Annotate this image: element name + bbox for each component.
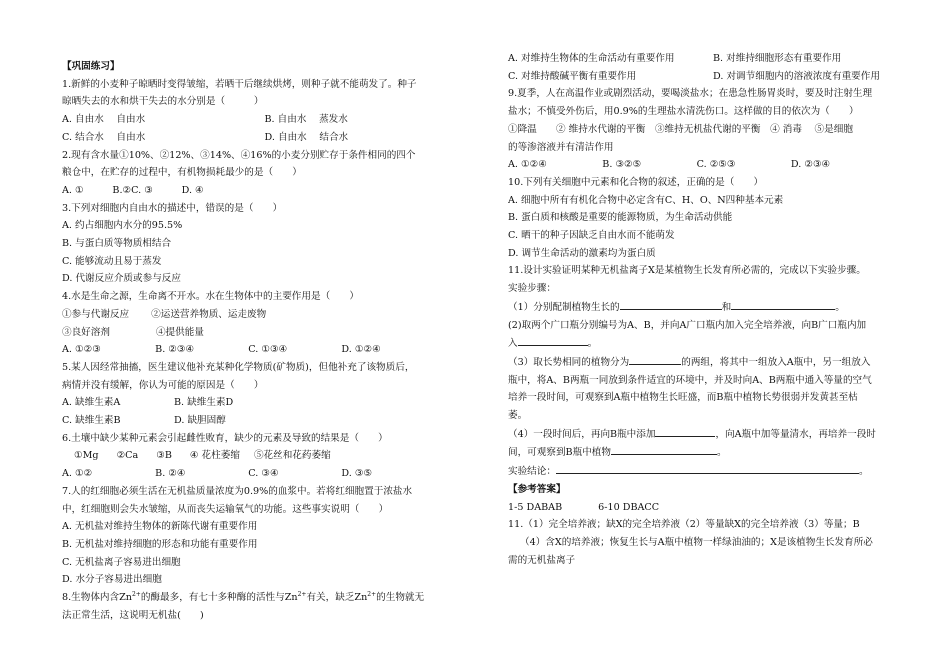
option-b: B. ②④ — [155, 468, 186, 480]
question-9-line-4: 的等渗溶液并有清洁作用 — [508, 141, 614, 153]
conclusion-label: 实验结论： — [508, 466, 556, 478]
step-4-line-1 — [508, 425, 918, 444]
answers-1-5: 1-5 DABAB — [508, 501, 563, 513]
question-8-line-2: 法正常生活，这说明无机盐( ) — [62, 609, 204, 621]
question-5-line-2: 病情并没有缓解，你认为可能的原因是（ ） — [62, 379, 264, 391]
section-title: 【巩固练习】 — [62, 61, 120, 72]
answer-title: 【参考答案】 — [508, 483, 566, 495]
step-2-line-2 — [508, 334, 918, 353]
step-3-line-1 — [508, 353, 918, 372]
step-4-text-2: ，向A瓶中加等量清水，再培养一段时 — [715, 428, 876, 440]
option-d: D. 自由水 结合水 — [264, 131, 349, 143]
left-column — [62, 58, 467, 625]
option-a: A. 无机盐对维持生物体的新陈代谢有重要作用 — [62, 521, 258, 533]
question-9-line-1: 9.夏季，人在高温作业或剧烈活动，要喝淡盐水；在患急性肠胃炎时，要及时注射生理 — [508, 88, 873, 100]
question-8-options-cd — [508, 68, 918, 86]
step-4-text: （4）一段时间后，再向B瓶中添加 — [508, 428, 656, 440]
step-1-end: 。 — [835, 301, 845, 313]
step-4-line-2 — [508, 443, 918, 462]
statement-1: ①Mg — [74, 450, 99, 462]
option-a: A. 自由水 自由水 — [62, 114, 146, 126]
question-4-line-1: 4.水是生命之源，生命离不开水。水在生物体中的主要作用是（ ） — [62, 291, 359, 303]
q8-text-3: 有关，缺乏Zn — [306, 592, 368, 604]
q8-text-1: 8.生物体内含Zn — [62, 592, 132, 604]
question-6-line-1: 6.土壤中缺少某种元素会引起雌性败育，缺少的元素及导致的结果是（ ） — [62, 432, 388, 444]
answers-6-10: 6-10 DBACC — [598, 501, 660, 513]
question-9-line-3: ①降温 ② 维持水代谢的平衡 ③维持无机盐代谢的平衡 ④ 消毒 ⑤是细胞 — [508, 123, 853, 135]
answer-blank[interactable] — [655, 425, 715, 437]
step-3-line-2: 瓶中，将A、B两瓶一同放到条件适宜的环境中，并及时向A、B两瓶中通入等量的空气 — [508, 374, 872, 386]
option-b: B. 蛋白质和核酸是重要的能源物质，为生命活动供能 — [508, 212, 733, 224]
option-c: C. 能够流动且易于蒸发 — [62, 255, 162, 267]
question-11-line-1: 11.设计实验证明某种无机盐离子X是某植物生长发育所必需的，完成以下实验步骤。 — [508, 265, 866, 277]
option-d: D. 水分子容易进出细胞 — [62, 574, 162, 586]
question-2-line-1: 2.现有含水量①10%、②12%、③14%、④16%的小麦分别贮存于条件相同的四个 — [62, 149, 416, 161]
step-2-end: 。 — [587, 338, 598, 350]
question-8-line-1 — [62, 589, 467, 607]
statement-3: ③B — [156, 450, 172, 462]
conclusion-blank[interactable] — [556, 462, 859, 474]
statement-3: ③良好溶剂 — [62, 326, 110, 338]
question-6-options — [62, 465, 467, 483]
conclusion-line — [508, 462, 918, 481]
question-4-statements-1 — [62, 306, 467, 324]
answer-line-1 — [508, 499, 918, 517]
answer-blank[interactable] — [518, 334, 588, 346]
question-1-line-2: 晾晒失去的水和烘干失去的水分别是（ ） — [62, 96, 264, 108]
step-1 — [508, 298, 918, 317]
option-b: B. 无机盐对维持细胞的形态和功能有重要作用 — [62, 538, 258, 550]
q8-superscript: 2+ — [131, 590, 141, 598]
question-7-line-2: 中，红细胞则会失水皱缩，从而丧失运输氧气的功能。这些事实说明（ ） — [62, 503, 389, 515]
statement-4: ④提供能量 — [155, 326, 204, 338]
answer-blank[interactable] — [611, 443, 717, 455]
option-b: B. 与蛋白质等物质相结合 — [62, 238, 172, 250]
question-3-line-1: 3.下列对细胞内自由水的描述中，错误的是（ ） — [62, 202, 283, 214]
option-a: A. 对维持生物体的生命活动有重要作用 — [508, 53, 675, 64]
option-c: C. 缺维生素B — [62, 415, 121, 427]
option-b: B. ③②⑤ — [602, 159, 642, 171]
answer-line-3: （4）含X的培养液；恢复生长与A瓶中植物一样绿油油的；X是该植物生长发育所必 — [520, 536, 873, 548]
option-b: B. 缺维生素D — [174, 397, 234, 409]
option-c: C. 无机盐离子容易进出细胞 — [62, 556, 181, 568]
question-7-line-1: 7.人的红细胞必须生活在无机盐质量浓度为0.9%的血浆中。若将红细胞置于浓盐水 — [62, 485, 413, 497]
question-4-options — [62, 341, 467, 359]
step-4-end: 。 — [717, 447, 727, 459]
option-d: D. 代谢反应介质或参与反应 — [62, 273, 181, 285]
option-a: A. ①②④ — [508, 159, 547, 171]
right-column — [508, 50, 918, 569]
option-c: C. ③④ — [248, 468, 279, 480]
statement-4: ④ 花柱萎缩 — [189, 450, 240, 462]
question-9-line-2: 盐水；不慎受外伤后，用0.9%的生理盐水清洗伤口。这样做的目的依次为（ ） — [508, 106, 859, 118]
answer-line-4: 需的无机盐离子 — [508, 554, 576, 566]
option-b: B. 自由水 蒸发水 — [264, 114, 348, 126]
q8-text-4: 的生物就无 — [376, 592, 425, 604]
option-c: C. ②⑤③ — [696, 159, 736, 171]
option-d: D. ③⑤ — [341, 468, 373, 480]
option-d: D. 缺胆固醇 — [174, 415, 226, 427]
question-2-options: A. ① B.②C. ③ D. ④ — [62, 184, 204, 196]
q8-text-2: 的酶最多，有七十多种酶的活性与Zn — [140, 592, 298, 604]
option-c: C. 晒干的种子因缺乏自由水而不能萌发 — [508, 230, 675, 242]
step-4-text-3: 间，可观察到B瓶中植物 — [508, 447, 611, 459]
option-b: B. ②③④ — [155, 344, 195, 356]
question-2-line-2: 粮仓中，在贮存的过程中，有机物损耗最少的是（ ） — [62, 167, 302, 179]
step-2-text: 入 — [508, 338, 518, 350]
answer-blank[interactable] — [731, 298, 835, 310]
step-1-text: （1）分别配制植物生长的 — [508, 301, 620, 313]
question-6-statements — [62, 447, 467, 465]
question-4-statements-2 — [62, 324, 467, 342]
q8-superscript: 2+ — [297, 590, 307, 598]
step-3-line-3: 培养一段时间，可观察到A瓶中植物生长旺盛，而B瓶中植物长势很弱并发黄甚至枯 — [508, 392, 858, 404]
statement-2: ②Ca — [116, 450, 139, 462]
statement-5: ⑤花丝和花药萎缩 — [253, 450, 331, 462]
q8-superscript: 2+ — [367, 590, 377, 598]
question-5-options-ab — [62, 394, 467, 412]
step-3-line-4: 萎。 — [508, 410, 528, 422]
question-1-line-1: 1.新鲜的小麦种子晾晒时变得皱缩，若晒干后继续烘烤，则种子就不能萌发了。种子 — [62, 78, 417, 90]
statement-1: ①参与代谢反应 — [62, 308, 130, 320]
steps-label: 实验步骤： — [508, 283, 556, 295]
question-5-line-1: 5.某人因经常抽搐，医生建议他补充某种化学物质(矿物质)，但他补充了该物质后， — [62, 361, 415, 373]
answer-line-2: 11.（1）完全培养液；缺X的完全培养液（2）等量缺X的完全培养液（3）等量；B — [508, 519, 860, 531]
option-d: D. ①②④ — [341, 344, 381, 356]
step-2-line-1: (2)取两个广口瓶分别编号为A、B，并向A广口瓶内加入完全培养液，向B广口瓶内加 — [508, 319, 867, 331]
option-c: C. 结合水 自由水 — [62, 131, 146, 143]
question-1-options-cd — [62, 129, 467, 147]
option-a: A. ①② — [62, 468, 93, 480]
step-1-and: 和 — [721, 301, 732, 313]
option-d: D. 调节生命活动的激素均为蛋白质 — [508, 247, 656, 259]
question-10-line-1: 10.下列有关细胞中元素和化合物的叙述，正确的是（ ） — [508, 176, 764, 188]
option-a: A. 缺维生素A — [62, 397, 121, 409]
answer-blank[interactable] — [629, 353, 681, 365]
answer-blank[interactable] — [620, 298, 722, 310]
option-d: D. ②③④ — [790, 159, 831, 171]
option-a: A. ①②③ — [62, 344, 101, 356]
option-c: C. 对维持酸碱平衡有重要作用 — [508, 70, 637, 82]
question-8-options-ab — [508, 50, 918, 68]
step-3-text-2: 的两组，将其中一组放入A瓶中，另一组放入 — [681, 356, 871, 368]
question-9-options — [508, 156, 918, 174]
option-b: B. 对维持细胞形态有重要作用 — [713, 53, 842, 64]
question-1-options-ab — [62, 111, 467, 129]
option-d: D. 对调节细胞内的溶液浓度有重要作用 — [713, 70, 880, 82]
option-c: C. ①③④ — [248, 344, 288, 356]
option-a: A. 细胞中所有有机化合物中必定含有C、H、O、N四种基本元素 — [508, 194, 784, 206]
statement-2: ②运送营养物质、运走废物 — [151, 308, 267, 320]
option-a: A. 约占细胞内水分的95.5% — [62, 220, 183, 232]
step-3-text: （3）取长势相同的植物分为 — [508, 356, 630, 368]
conclusion-end: 。 — [858, 466, 869, 478]
question-5-options-cd — [62, 412, 467, 430]
